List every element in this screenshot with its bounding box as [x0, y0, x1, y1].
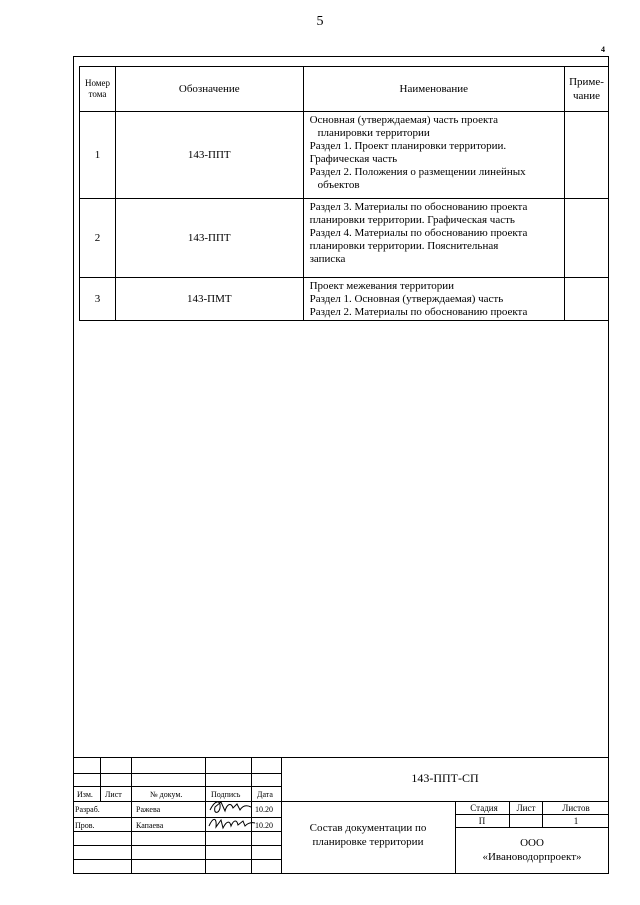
- row-name: Раздел 3. Материалы по обоснованию проекта планировки территории. Графическая часть Раздел 4. Материалы по обоснованию проекта планировки территории. Пояснительная записка: [303, 199, 564, 278]
- row-name: Основная (утверждаемая) часть проекта планировки территории Раздел 1. Проект планировки территории. Графическая часть Раздел 2. Положения о размещении линейных объектов: [303, 112, 564, 199]
- header-note: Приме- чание: [565, 67, 609, 112]
- col-doc-label: № докум.: [150, 790, 183, 799]
- row-number: 2: [80, 199, 116, 278]
- document-code: 143-ППТ-СП: [411, 771, 479, 785]
- document-title: Состав документации по планировке территории: [309, 822, 427, 848]
- row-designation: 143-ПМТ: [115, 278, 303, 321]
- page-number: 5: [316, 14, 324, 29]
- row-designation: 143-ППТ: [115, 199, 303, 278]
- razrab-name: Ражева: [136, 805, 161, 814]
- stage-label: Стадия: [470, 803, 498, 813]
- sheet-number: 4: [601, 45, 605, 54]
- documents-table: [79, 66, 609, 321]
- header-name: Наименование: [303, 67, 564, 112]
- header-volume-number: Номер тома: [80, 67, 116, 112]
- razrab-label: Разраб.: [75, 805, 100, 814]
- row-note: [565, 112, 609, 199]
- row-name: Проект межевания территории Раздел 1. Основная (утверждаемая) часть Раздел 2. Материалы по обоснованию проекта: [303, 278, 564, 321]
- signature-icon: [207, 814, 257, 834]
- stage-value: П: [478, 816, 486, 826]
- table-row: [80, 112, 609, 199]
- row-number: 1: [80, 112, 116, 199]
- razrab-date: 10.20: [255, 805, 273, 814]
- row-designation: 143-ППТ: [115, 112, 303, 199]
- sheets-label: Листов: [562, 803, 590, 813]
- title-block: [73, 757, 609, 874]
- table-row: [80, 199, 609, 278]
- table-header-row: [80, 67, 609, 112]
- col-sign-label: Подпись: [211, 790, 241, 799]
- row-note: [565, 199, 609, 278]
- header-designation: Обозначение: [115, 67, 303, 112]
- prov-label: Пров.: [75, 821, 95, 830]
- row-note: [565, 278, 609, 321]
- col-list-label: Лист: [105, 790, 122, 799]
- sheets-value: 1: [573, 816, 579, 826]
- col-izm-label: Изм.: [77, 790, 93, 799]
- table-row: [80, 278, 609, 321]
- col-date-label: Дата: [257, 790, 273, 799]
- prov-date: 10.20: [255, 821, 273, 830]
- organization-name: ООО «Ивановодорпроект»: [482, 837, 582, 863]
- row-number: 3: [80, 278, 116, 321]
- sheet-label: Лист: [516, 803, 536, 813]
- prov-name: Капаева: [136, 821, 164, 830]
